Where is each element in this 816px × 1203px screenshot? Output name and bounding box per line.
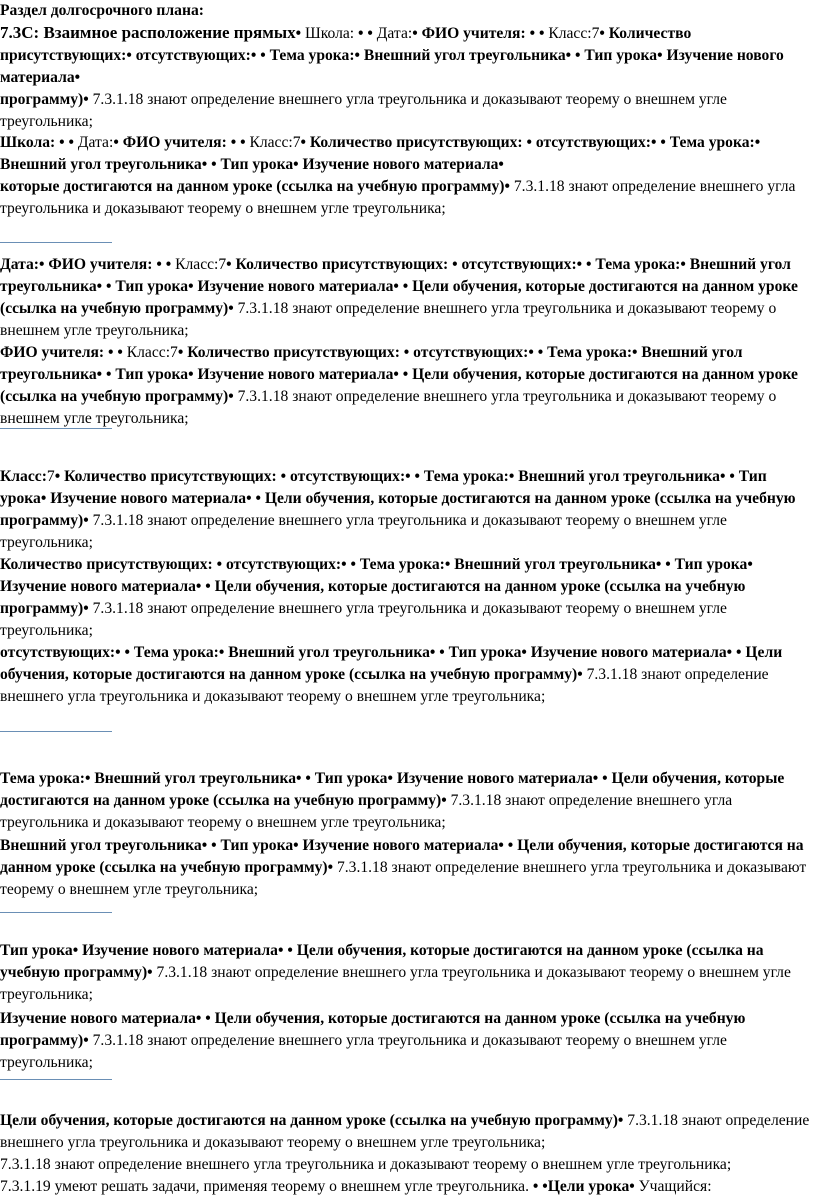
block-type bbox=[0, 940, 812, 1006]
objective-text: 7.3.1.18 знают определение внешнего угла треугольника и доказывают теорему о внешнем угле треугольника; bbox=[0, 1156, 732, 1173]
bullet-icon: • bbox=[228, 388, 234, 405]
objective-text: 7.3.1.18 знают определение внешнего угла треугольника и доказывают теорему о внешнем угле треугольника; bbox=[0, 666, 769, 705]
bullet-icon: • bbox=[295, 25, 302, 42]
bullet-icon: • bbox=[575, 47, 581, 64]
bullet-icon: • bbox=[736, 644, 742, 661]
bullet-icon: • bbox=[165, 256, 172, 273]
bullet-icon: • bbox=[412, 25, 418, 42]
labels-teacher: ФИО учителя: bbox=[0, 344, 105, 361]
bullet-icon: • bbox=[216, 556, 223, 573]
labels-class-value: 7 bbox=[46, 468, 55, 485]
bullet-icon: • bbox=[226, 256, 232, 273]
labels-absent: отсутствующих: bbox=[461, 256, 577, 273]
bullet-icon: • bbox=[106, 278, 112, 295]
labels-goals-full: Цели обучения, которые достигаются на данном уроке (ссылка на учебную программу) bbox=[0, 942, 764, 981]
bullet-icon: • bbox=[441, 792, 447, 809]
labels-topic: Тема урока: bbox=[595, 256, 681, 273]
bullet-icon: • bbox=[126, 47, 132, 64]
bullet-icon: • bbox=[201, 837, 208, 854]
bullet-icon: • bbox=[40, 490, 47, 507]
labels-class-value: 7 bbox=[292, 134, 301, 151]
labels-topic-value: Внешний угол треугольника bbox=[0, 156, 202, 173]
bullet-icon: • bbox=[211, 156, 217, 173]
bullet-icon: • bbox=[255, 490, 261, 507]
labels-topic: Тема урока: bbox=[269, 47, 355, 64]
labels-topic-value: Внешний угол треугольника bbox=[0, 256, 791, 295]
bullet-icon: • bbox=[305, 770, 311, 787]
bullet-icon: • bbox=[188, 278, 194, 295]
labels-count: Количество присутствующих: bbox=[235, 256, 449, 273]
labels-type-value: Изучение нового материала bbox=[197, 278, 394, 295]
labels-type-value: Изучение нового материала bbox=[530, 644, 727, 661]
bullet-icon: • bbox=[106, 366, 112, 383]
objective-text: 7.3.1.18 знают определение внешнего угла треугольника и доказывают теорему о внешнем угле треугольника; bbox=[0, 792, 733, 831]
bullet-icon: • bbox=[83, 600, 89, 617]
section-divider bbox=[0, 242, 112, 243]
labels-class: Класс: bbox=[0, 468, 47, 485]
block-section-heading bbox=[0, 0, 812, 133]
bullet-icon: • bbox=[586, 256, 592, 273]
bullet-icon: • bbox=[655, 556, 662, 573]
section-divider bbox=[0, 1079, 112, 1080]
labels-teacher: ФИО учителя: bbox=[48, 256, 153, 273]
labels-topic: Тема урока: bbox=[0, 770, 85, 787]
objective-text: 7.3.1.18 знают определение внешнего угла треугольника и доказывают теорему о внешнем угле треугольника; bbox=[0, 388, 777, 427]
labels-goals-full: Цели обучения, которые достигаются на данном уроке (ссылка на учебную программу) bbox=[0, 366, 798, 405]
bullet-icon: • bbox=[277, 942, 284, 959]
bullet-icon: • bbox=[250, 47, 257, 64]
block-type-value bbox=[0, 1008, 812, 1074]
labels-type: Тип урока bbox=[584, 47, 658, 64]
labels-goals-full: Цели обучения, которые достигаются на данном уроке (ссылка на учебную программу) bbox=[0, 770, 785, 809]
labels-topic-value: Внешний угол треугольника bbox=[228, 644, 430, 661]
bullet-icon: • bbox=[124, 644, 130, 661]
labels-topic-value: Внешний угол треугольника bbox=[0, 344, 743, 383]
bullet-icon: • bbox=[195, 1010, 202, 1027]
labels-class: Класс: bbox=[175, 256, 219, 273]
bullet-icon: • bbox=[54, 468, 61, 485]
objective-text: 7.3.1.18 знают определение внешнего угла треугольника и доказывают теорему о внешнем угле треугольника; bbox=[0, 178, 796, 217]
bullet-icon: • bbox=[439, 644, 445, 661]
labels-type: Тип урока bbox=[115, 278, 189, 295]
block-date bbox=[0, 254, 812, 342]
bullet-icon: • bbox=[59, 134, 65, 151]
labels-class: Класс: bbox=[548, 25, 592, 42]
objective-text: 7.3.1.18 знают определение внешнего угла треугольника и доказывают теорему о внешнем угле треугольника; bbox=[0, 964, 791, 1003]
bullet-icon: • bbox=[72, 942, 79, 959]
labels-type: Тип урока bbox=[674, 556, 748, 573]
labels-class: Класс: bbox=[249, 134, 293, 151]
labels-topic: Тема урока: bbox=[359, 556, 445, 573]
labels-teacher: ФИО учителя: bbox=[421, 25, 526, 42]
labels-type: Тип урока bbox=[314, 770, 388, 787]
bullet-icon: • bbox=[260, 47, 266, 64]
bullet-icon: • bbox=[230, 134, 237, 151]
section-divider bbox=[0, 428, 112, 429]
bullet-icon: • bbox=[538, 25, 545, 42]
objective-text: 7.3.1.18 знают определение внешнего угла треугольника и доказывают теорему о внешнем угле треугольника; bbox=[0, 300, 777, 339]
labels-date: Дата: bbox=[77, 134, 114, 151]
labels-class-value: 7 bbox=[218, 256, 227, 273]
bullet-icon: • bbox=[508, 468, 515, 485]
labels-goals-tail: которые достигаются на данном уроке (ссылка на учебную программу) bbox=[0, 178, 505, 195]
bullet-icon: • bbox=[599, 25, 605, 42]
bullet-icon: • bbox=[660, 134, 666, 151]
bullet-icon: • bbox=[452, 256, 458, 273]
labels-count: Количество присутствующих: bbox=[0, 25, 692, 64]
bullet-icon: • bbox=[651, 134, 657, 151]
labels-type: Тип урока bbox=[220, 156, 294, 173]
labels-type-value: Изучение нового материала bbox=[302, 837, 499, 854]
labels-goals-full: Цели обучения, которые достигаются на данном уроке (ссылка на учебную программу) bbox=[0, 490, 796, 529]
labels-count: Количество присутствующих: bbox=[187, 344, 400, 361]
labels-count: Количество присутствующих: bbox=[64, 468, 277, 485]
block-school bbox=[0, 132, 812, 220]
bullet-icon: • bbox=[602, 770, 608, 787]
bullet-icon: • bbox=[293, 156, 299, 173]
bullet-icon: • bbox=[444, 556, 451, 573]
bullet-icon: • bbox=[629, 1178, 635, 1195]
labels-absent: отсутствующих: bbox=[225, 556, 342, 573]
labels-class-value: 7 bbox=[170, 344, 178, 361]
labels-type-value: Изучение нового материала bbox=[396, 770, 593, 787]
labels-absent: отсутствующих: bbox=[0, 644, 116, 661]
bullet-icon: • bbox=[147, 964, 153, 981]
bullet-icon: • bbox=[354, 47, 361, 64]
bullet-icon: • bbox=[293, 837, 299, 854]
bullet-icon: • bbox=[96, 366, 103, 383]
bullet-icon: • bbox=[617, 1112, 624, 1129]
block-topic-value bbox=[0, 835, 812, 901]
labels-topic-value: Внешний угол треугольника bbox=[518, 468, 720, 485]
bullet-icon: • bbox=[358, 25, 364, 42]
bullet-icon: • bbox=[387, 770, 393, 787]
bullet-icon: • bbox=[632, 344, 638, 361]
bullet-icon: • bbox=[577, 666, 583, 683]
bullet-icon: • bbox=[246, 490, 252, 507]
block-class bbox=[0, 466, 812, 554]
objective-text: 7.3.1.18 знают определение внешнего угла треугольника и доказывают теорему о внешнем угле треугольника; bbox=[0, 1112, 810, 1151]
labels-absent: отсутствующих: bbox=[135, 47, 251, 64]
bullet-icon: • bbox=[367, 25, 373, 42]
bullet-icon: • bbox=[657, 47, 663, 64]
bullet-icon: • bbox=[240, 134, 246, 151]
bullet-icon: • bbox=[280, 468, 287, 485]
bullet-icon: • bbox=[74, 69, 81, 86]
bullet-icon: • bbox=[747, 556, 753, 573]
bullet-icon: • bbox=[576, 256, 583, 273]
bullet-icon: • bbox=[592, 770, 599, 787]
bullet-icon: • bbox=[532, 1178, 539, 1195]
section-label: Раздел долгосрочного плана: bbox=[0, 2, 204, 19]
bullet-icon: • bbox=[402, 366, 409, 383]
bullet-icon: • bbox=[498, 156, 504, 173]
labels-date: Дата: bbox=[0, 256, 39, 273]
bullet-icon: • bbox=[341, 556, 347, 573]
labels-goals-full: Цели обучения, которые достигаются на данном уроке (ссылка на учебную программу) bbox=[0, 1010, 746, 1049]
labels-type: Тип урока bbox=[0, 468, 767, 507]
bullet-icon: • bbox=[393, 366, 399, 383]
bullet-icon: • bbox=[211, 837, 217, 854]
labels-type: Тип урока bbox=[0, 942, 73, 959]
labels-school: Школа: bbox=[0, 134, 56, 151]
bullet-icon: • bbox=[537, 344, 544, 361]
labels-absent: отсутствующих: bbox=[413, 344, 529, 361]
bullet-icon: • bbox=[719, 468, 726, 485]
objective-text: 7.3.1.18 знают определение внешнего угла треугольника и доказывают теорему о внешнем угле треугольника; bbox=[0, 512, 727, 551]
labels-topic: Тема урока: bbox=[547, 344, 633, 361]
bullet-icon: • bbox=[115, 644, 121, 661]
objective-text: 7.3.1.18 знают определение внешнего угла треугольника и доказывают теорему о внешнем угле треугольника; bbox=[0, 600, 727, 639]
bullet-icon: • bbox=[228, 300, 234, 317]
labels-type-value: Изучение нового материала bbox=[302, 156, 499, 173]
bullet-icon: • bbox=[83, 1032, 89, 1049]
labels-topic-value: Внешний угол треугольника bbox=[454, 556, 656, 573]
objective-text: 7.3.1.18 знают определение внешнего угла треугольника и доказывают теорему о внешнем угле треугольника; bbox=[0, 91, 727, 130]
labels-type-value: Изучение нового материала bbox=[0, 578, 196, 595]
section-divider bbox=[0, 731, 112, 732]
block-count bbox=[0, 554, 812, 642]
labels-class: Класс: bbox=[126, 344, 171, 361]
labels-goals-full: Цели обучения, которые достигаются на данном уроке (ссылка на учебную программу) bbox=[0, 278, 798, 317]
bullet-icon: • bbox=[504, 178, 510, 195]
section-value: 7.3С: Взаимное расположение прямых bbox=[0, 23, 296, 42]
bullet-icon: • bbox=[665, 556, 671, 573]
bullet-icon: • bbox=[565, 47, 572, 64]
section-divider bbox=[0, 912, 112, 913]
labels-goals-full: Цели обучения, которые достигаются на данном уроке (ссылка на учебную программу) bbox=[0, 1112, 618, 1129]
labels-topic: Тема урока: bbox=[423, 468, 509, 485]
bullet-icon: • bbox=[542, 1178, 548, 1195]
block-goals bbox=[0, 1110, 812, 1198]
bullet-icon: • bbox=[414, 468, 421, 485]
bullet-icon: • bbox=[526, 134, 532, 151]
labels-absent: отсутствующих: bbox=[535, 134, 651, 151]
block-absent bbox=[0, 642, 812, 708]
labels-topic-value: Внешний угол треугольника bbox=[363, 47, 566, 64]
labels-goals-p7-tail: программу) bbox=[0, 91, 84, 108]
bullet-icon: • bbox=[296, 770, 302, 787]
labels-type-value: Изучение нового материала bbox=[0, 1010, 196, 1027]
bullet-icon: • bbox=[405, 468, 411, 485]
bullet-icon: • bbox=[156, 256, 162, 273]
bullet-icon: • bbox=[327, 859, 334, 876]
labels-type-value: Изучение нового материала bbox=[82, 942, 278, 959]
bullet-icon: • bbox=[521, 644, 527, 661]
labels-goals-short: Цели урока bbox=[547, 1178, 630, 1195]
labels-type: Тип урока bbox=[448, 644, 522, 661]
bullet-icon: • bbox=[403, 344, 410, 361]
labels-absent: отсутствующих: bbox=[290, 468, 406, 485]
labels-class-value: 7 bbox=[591, 25, 600, 42]
labels-count: Количество присутствующих: bbox=[0, 556, 213, 573]
bullet-icon: • bbox=[108, 344, 114, 361]
bullet-icon: • bbox=[393, 278, 399, 295]
bullet-icon: • bbox=[726, 644, 733, 661]
block-teacher bbox=[0, 342, 812, 430]
bullet-icon: • bbox=[205, 578, 211, 595]
bullet-icon: • bbox=[96, 278, 103, 295]
bullet-icon: • bbox=[680, 256, 686, 273]
labels-topic: Тема урока: bbox=[669, 134, 755, 151]
bullet-icon: • bbox=[218, 644, 225, 661]
bullet-icon: • bbox=[429, 644, 436, 661]
labels-school: Школа: bbox=[304, 25, 355, 42]
bullet-icon: • bbox=[528, 344, 534, 361]
bullet-icon: • bbox=[38, 256, 45, 273]
labels-goals-full: Цели обучения, которые достигаются на данном уроке (ссылка на учебную программу) bbox=[0, 578, 746, 617]
bullet-icon: • bbox=[529, 25, 536, 42]
bullet-icon: • bbox=[177, 344, 184, 361]
labels-date: Дата: bbox=[376, 25, 413, 42]
bullet-icon: • bbox=[754, 134, 761, 151]
labels-topic-value: Внешний угол треугольника bbox=[0, 837, 202, 854]
labels-topic: Тема урока: bbox=[133, 644, 219, 661]
bullet-icon: • bbox=[68, 134, 74, 151]
labels-type: Тип урока bbox=[115, 366, 189, 383]
block-topic bbox=[0, 768, 812, 834]
labels-goals-full: Цели обучения, которые достигаются на данном уроке (ссылка на учебную программу) bbox=[0, 837, 804, 876]
labels-type-value: Изучение нового материала bbox=[0, 47, 784, 86]
objective-text: 7.3.1.18 знают определение внешнего угла треугольника и доказывают теорему о внешнем угле треугольника; bbox=[0, 1032, 727, 1071]
objective-text-2: 7.3.1.19 умеют решать задачи, применяя теорему о внешнем угле треугольника. bbox=[0, 1178, 529, 1195]
labels-count: Количество присутствующих: bbox=[309, 134, 523, 151]
bullet-icon: • bbox=[205, 1010, 211, 1027]
labels-type-value: Изучение нового материала bbox=[197, 366, 394, 383]
objective-text: 7.3.1.18 знают определение внешнего угла треугольника и доказывают теорему о внешнем угле треугольника; bbox=[0, 859, 807, 898]
labels-type: Тип урока bbox=[220, 837, 294, 854]
bullet-icon: • bbox=[201, 156, 208, 173]
bullet-icon: • bbox=[117, 344, 123, 361]
labels-teacher: ФИО учителя: bbox=[122, 134, 227, 151]
bullet-icon: • bbox=[507, 837, 514, 854]
bullet-icon: • bbox=[83, 91, 89, 108]
labels-students: Учащийся: bbox=[638, 1178, 712, 1195]
bullet-icon: • bbox=[84, 770, 91, 787]
bullet-icon: • bbox=[402, 278, 409, 295]
labels-type-value: Изучение нового материала bbox=[50, 490, 247, 507]
bullet-icon: • bbox=[350, 556, 356, 573]
bullet-icon: • bbox=[195, 578, 202, 595]
labels-topic-value: Внешний угол треугольника bbox=[94, 770, 297, 787]
bullet-icon: • bbox=[300, 134, 306, 151]
bullet-icon: • bbox=[113, 134, 119, 151]
bullet-icon: • bbox=[729, 468, 735, 485]
bullet-icon: • bbox=[188, 366, 194, 383]
bullet-icon: • bbox=[498, 837, 504, 854]
bullet-icon: • bbox=[287, 942, 293, 959]
bullet-icon: • bbox=[83, 512, 89, 529]
labels-goals-full: Цели обучения, которые достигаются на данном уроке (ссылка на учебную программу) bbox=[0, 644, 783, 683]
